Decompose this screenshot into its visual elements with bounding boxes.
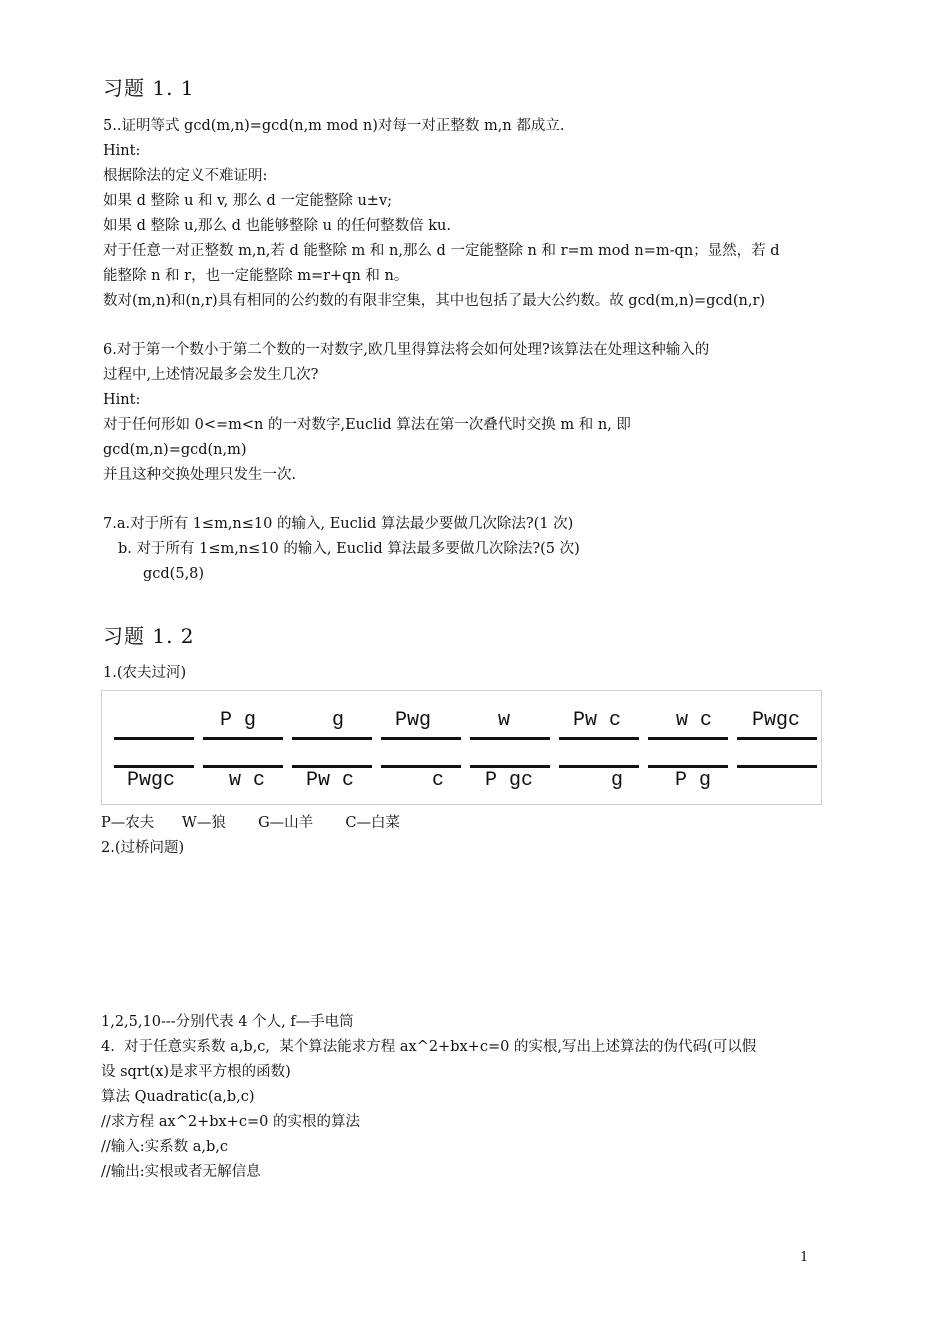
river-bank-line	[559, 765, 639, 768]
river-bank-line	[381, 737, 461, 740]
river-top-cell: P g	[220, 709, 257, 732]
river-top-cell: g	[332, 709, 345, 732]
river-top-cell	[114, 709, 196, 735]
q4-line: 算法 Quadratic(a,b,c)	[101, 1089, 255, 1105]
q6-line: 对于任何形如 0<=m<n 的一对数字,Euclid 算法在第一次叠代时交换 m 和 n, 即	[103, 417, 631, 433]
river-bank-line	[381, 765, 461, 768]
section-heading-1-2: 习题 1. 2	[103, 624, 195, 648]
q2-title: 2.(过桥问题)	[101, 840, 185, 856]
q7c-line: gcd(5,8)	[143, 566, 205, 582]
river-bottom-cell: g	[611, 769, 624, 792]
q5-line: 如果 d 整除 u 和 v, 那么 d 一定能整除 u±v;	[103, 193, 393, 209]
q4-line: 设 sqrt(x)是求平方根的函数)	[101, 1064, 291, 1080]
river-bank-line	[559, 737, 639, 740]
river-bottom-cell: Pwgc	[127, 769, 176, 792]
river-bottom-cell: P gc	[485, 769, 534, 792]
q6-line: gcd(m,n)=gcd(n,m)	[103, 442, 247, 458]
page-number: 1	[800, 1250, 809, 1265]
q7a-line: 7.a.对于所有 1≤m,n≤10 的输入, Euclid 算法最少要做几次除法?(1 次)	[103, 516, 574, 532]
q4-line: //求方程 ax^2+bx+c=0 的实根的算法	[101, 1114, 360, 1130]
river-crossing-figure	[101, 690, 822, 805]
river-bank-line	[203, 737, 283, 740]
river-bottom-cell	[752, 769, 834, 795]
figure-legend: P—农夫 W—狼 G—山羊 C—白菜	[101, 815, 401, 831]
river-bottom-cell: w c	[229, 769, 266, 792]
river-bank-line	[292, 765, 372, 768]
river-bottom-cell: P g	[675, 769, 712, 792]
river-bank-line	[470, 765, 550, 768]
river-top-cell: w c	[676, 709, 713, 732]
q6-line: Hint:	[103, 392, 141, 408]
q5-line: 能整除 n 和 r，也一定能整除 m=r+qn 和 n。	[103, 268, 409, 284]
q4-line: //输出:实根或者无解信息	[101, 1164, 261, 1180]
river-bank-line	[114, 765, 194, 768]
river-bank-line	[203, 765, 283, 768]
river-bank-line	[470, 737, 550, 740]
q5-line: 对于任意一对正整数 m,n,若 d 能整除 m 和 n,那么 d 一定能整除 n 和 r=m mod n=m-qn；显然，若 d	[103, 243, 780, 259]
river-bottom-cell: c	[432, 769, 445, 792]
q1-title: 1.(农夫过河)	[103, 665, 187, 681]
river-bank-line	[648, 737, 728, 740]
q6-line: 6.对于第一个数小于第二个数的一对数字,欧几里得算法将会如何处理?该算法在处理这种输入的	[103, 342, 710, 358]
q4-line: //输入:实系数 a,b,c	[101, 1139, 229, 1155]
river-top-cell: Pwg	[395, 709, 432, 732]
section-heading-1-1: 习题 1. 1	[103, 76, 195, 100]
river-bank-line	[292, 737, 372, 740]
river-bank-line	[737, 737, 817, 740]
q5-line: 数对(m,n)和(n,r)具有相同的公约数的有限非空集，其中也包括了最大公约数。故 gcd(m,n)=gcd(n,r)	[103, 293, 766, 309]
q5-line: 5..证明等式 gcd(m,n)=gcd(n,m mod n)对每一对正整数 m,n 都成立.	[103, 118, 565, 134]
river-top-cell: w	[498, 709, 511, 732]
q5-line: Hint:	[103, 143, 141, 159]
q6-line: 过程中,上述情况最多会发生几次?	[103, 367, 319, 383]
river-bank-line	[114, 737, 194, 740]
river-bottom-cell: Pw c	[306, 769, 355, 792]
q5-line: 如果 d 整除 u,那么 d 也能够整除 u 的任何整数倍 ku.	[103, 218, 451, 234]
q2-note: 1,2,5,10---分别代表 4 个人, f—手电筒	[101, 1014, 354, 1030]
q5-line: 根据除法的定义不难证明:	[103, 168, 268, 184]
q7b-line: b. 对于所有 1≤m,n≤10 的输入, Euclid 算法最多要做几次除法?(5 次)	[118, 541, 580, 557]
river-bank-line	[648, 765, 728, 768]
q6-line: 并且这种交换处理只发生一次.	[103, 467, 297, 483]
river-top-cell: Pwgc	[752, 709, 801, 732]
q4-line: 4. 对于任意实系数 a,b,c, 某个算法能求方程 ax^2+bx+c=0 的实根,写出上述算法的伪代码(可以假	[101, 1039, 757, 1055]
river-bank-line	[737, 765, 817, 768]
river-top-cell: Pw c	[573, 709, 622, 732]
